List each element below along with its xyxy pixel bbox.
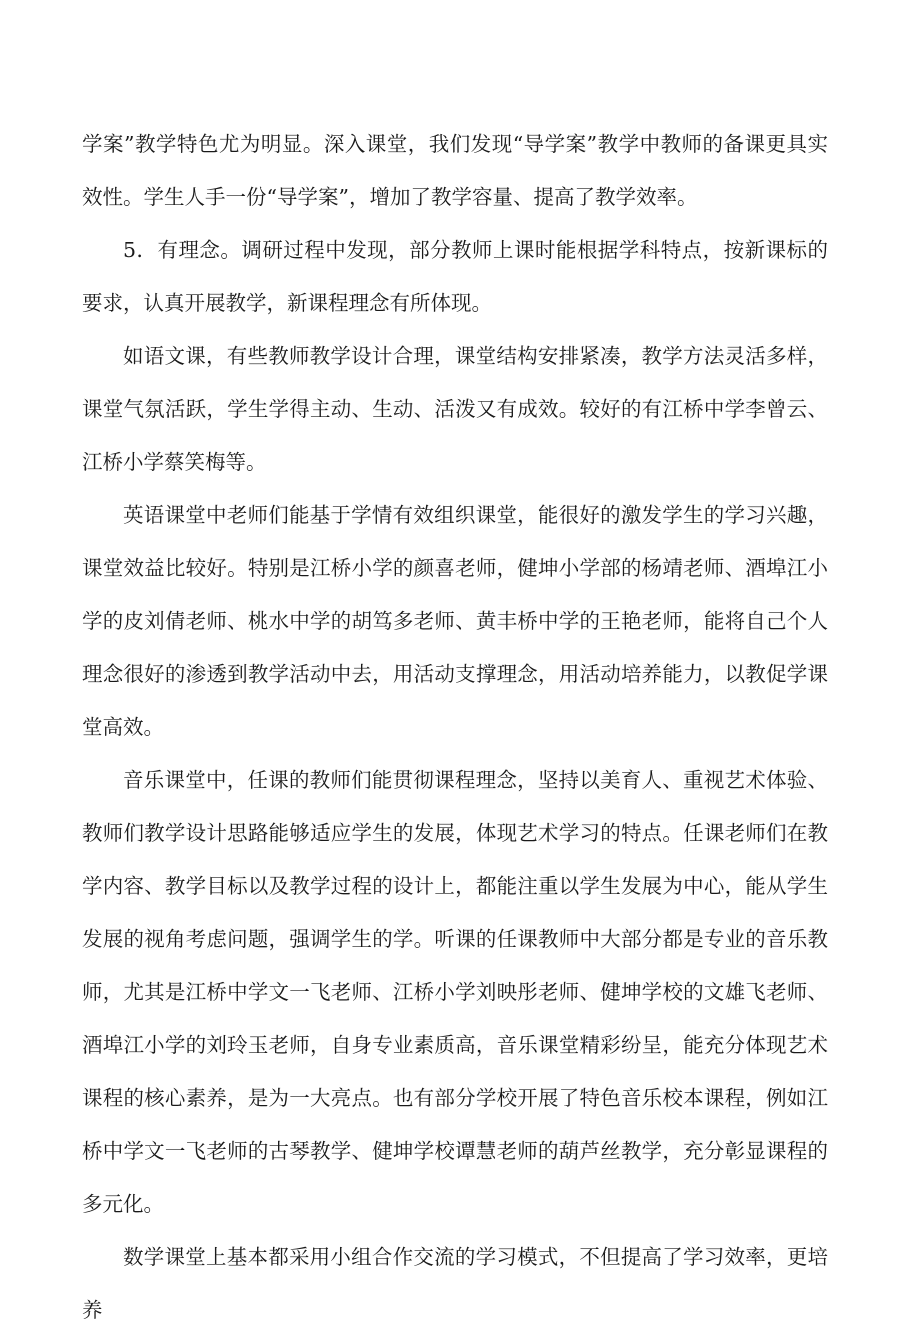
paragraph-item-5-concept: 5．有理念。调研过程中发现，部分教师上课时能根据学科特点，按新课标的要求，认真开展教学，新课程理念有所体现。 (82, 238, 828, 315)
paragraph-math-class: 数学课堂上基本都采用小组合作交流的学习模式，不但提高了学习效率，更培养 (82, 1245, 828, 1322)
paragraph-music-class: 音乐课堂中，任课的教师们能贯彻课程理念，坚持以美育人、重视艺术体验、教师们教学设计思路能够适应学生的发展，体现艺术学习的特点。任课老师们在教学内容、教学目标以及教学过程的设计上，都能注重以学生发展为中心，能从学生发展的视角考虑问题，强调学生的学。听课的任课教师中大部分都是专业的音乐教师，尤其是江桥中学文一飞老师、江桥小学刘映彤老师、健坤学校的文雄飞老师、酒埠江小学的刘玲玉老师，自身专业素质高，音乐课堂精彩纷呈，能充分体现艺术课程的核心素养，是为一大亮点。也有部分学校开展了特色音乐校本课程，例如江桥中学文一飞老师的古琴教学、健坤学校谭慧老师的葫芦丝教学，充分彰显课程的多元化。 (82, 768, 828, 1216)
paragraph-english-class: 英语课堂中老师们能基于学情有效组织课堂，能很好的激发学生的学习兴趣，课堂效益比较好。特别是江桥小学的颜喜老师，健坤小学部的杨靖老师、酒埠江小学的皮刘倩老师、桃水中学的胡笃多老师、黄丰桥中学的王艳老师，能将自己个人理念很好的渗透到教学活动中去，用活动支撑理念，用活动培养能力，以教促学课堂高效。 (82, 503, 828, 739)
document-body (82, 118, 828, 1337)
paragraph-chinese-class: 如语文课，有些教师教学设计合理，课堂结构安排紧凑，教学方法灵活多样，课堂气氛活跃，学生学得主动、生动、活泼又有成效。较好的有江桥中学李曾云、江桥小学蔡笑梅等。 (82, 344, 828, 474)
paragraph-continuation: 学案”教学特色尤为明显。深入课堂，我们发现“导学案”教学中教师的备课更具实效性。学生人手一份“导学案”，增加了教学容量、提高了教学效率。 (82, 132, 828, 209)
